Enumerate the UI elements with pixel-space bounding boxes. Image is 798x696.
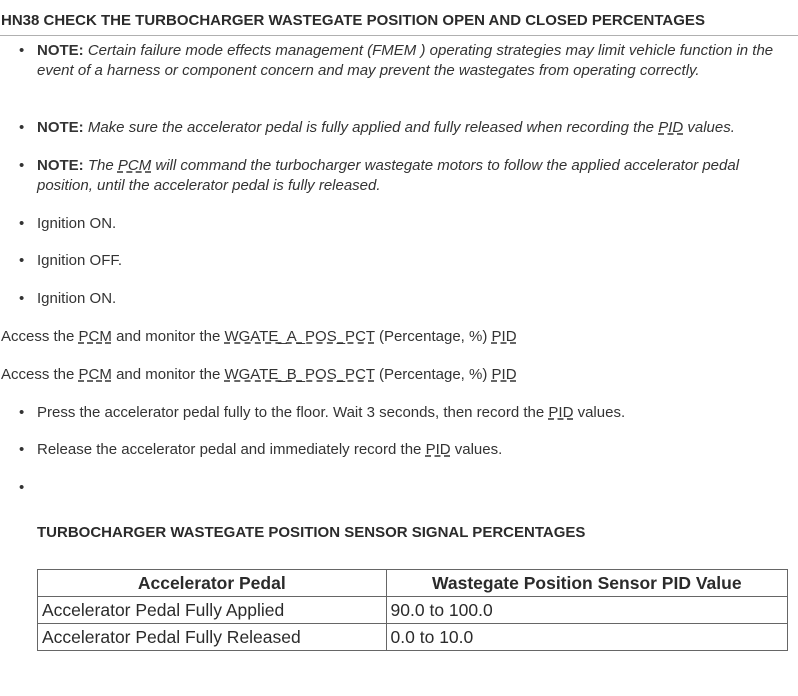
note-item [37,41,787,80]
note-label: NOTE: [37,119,84,136]
note-label: NOTE: [37,157,84,174]
step-item: • Release the accelerator pedal and immediately record the PID values. [37,440,502,460]
table-title: TURBOCHARGER WASTEGATE POSITION SENSOR SIGNAL PERCENTAGES [37,524,586,541]
step-item: • Ignition ON. [37,214,116,234]
column-header: Accelerator Pedal [38,570,387,597]
pid-name-abbreviation[interactable]: WGATE_B_POS_PCT [224,366,375,383]
pcm-abbreviation[interactable]: PCM [78,366,112,383]
note-item [37,156,795,195]
pid-abbreviation[interactable]: PID [548,404,574,421]
table-header-row [38,570,788,597]
table-row [38,624,788,651]
column-header: Wastegate Position Sensor PID Value [386,570,787,597]
note-item [37,118,735,138]
step-item: • Press the accelerator pedal fully to the floor. Wait 3 seconds, then record the PID values. [37,403,625,423]
table-cell: 0.0 to 10.0 [386,624,787,651]
table-cell: Accelerator Pedal Fully Applied [38,597,387,624]
access-instruction: Access the PCM and monitor the WGATE_B_POS_PCT (Percentage, %) PID [1,366,517,383]
note-text: Certain failure mode effects management (FMEM ) operating strategies may limit vehicle function in the event of a harness or component concern and may prevent the wastegates from operating correctly. [37,42,774,79]
step-item: • Ignition OFF. [37,251,122,271]
pcm-abbreviation[interactable]: PCM [78,328,112,345]
table-cell: Accelerator Pedal Fully Released [38,624,387,651]
table-cell: 90.0 to 100.0 [386,597,787,624]
table-row [38,597,788,624]
pcm-abbreviation[interactable]: PCM [117,157,152,174]
pid-abbreviation[interactable]: PID [491,328,517,345]
step-item: • Ignition ON. [37,289,116,309]
pid-name-abbreviation[interactable]: WGATE_A_POS_PCT [224,328,375,345]
pid-abbreviation[interactable]: PID [425,441,451,458]
pid-abbreviation[interactable]: PID [491,366,517,383]
pid-abbreviation[interactable]: PID [658,119,684,136]
access-instruction: Access the PCM and monitor the WGATE_A_POS_PCT (Percentage, %) PID [1,328,517,345]
note-text: Make sure the accelerator pedal is fully applied and fully released when recording the PID values. [87,119,735,136]
section-heading: HN38 CHECK THE TURBOCHARGER WASTEGATE POSITION OPEN AND CLOSED PERCENTAGES [0,7,798,36]
spec-table [37,569,788,651]
note-label: NOTE: [37,42,84,59]
note-text: The PCM will command the turbocharger wastegate motors to follow the applied accelerator pedal position, until the accelerator pedal is fully released. [37,157,740,194]
